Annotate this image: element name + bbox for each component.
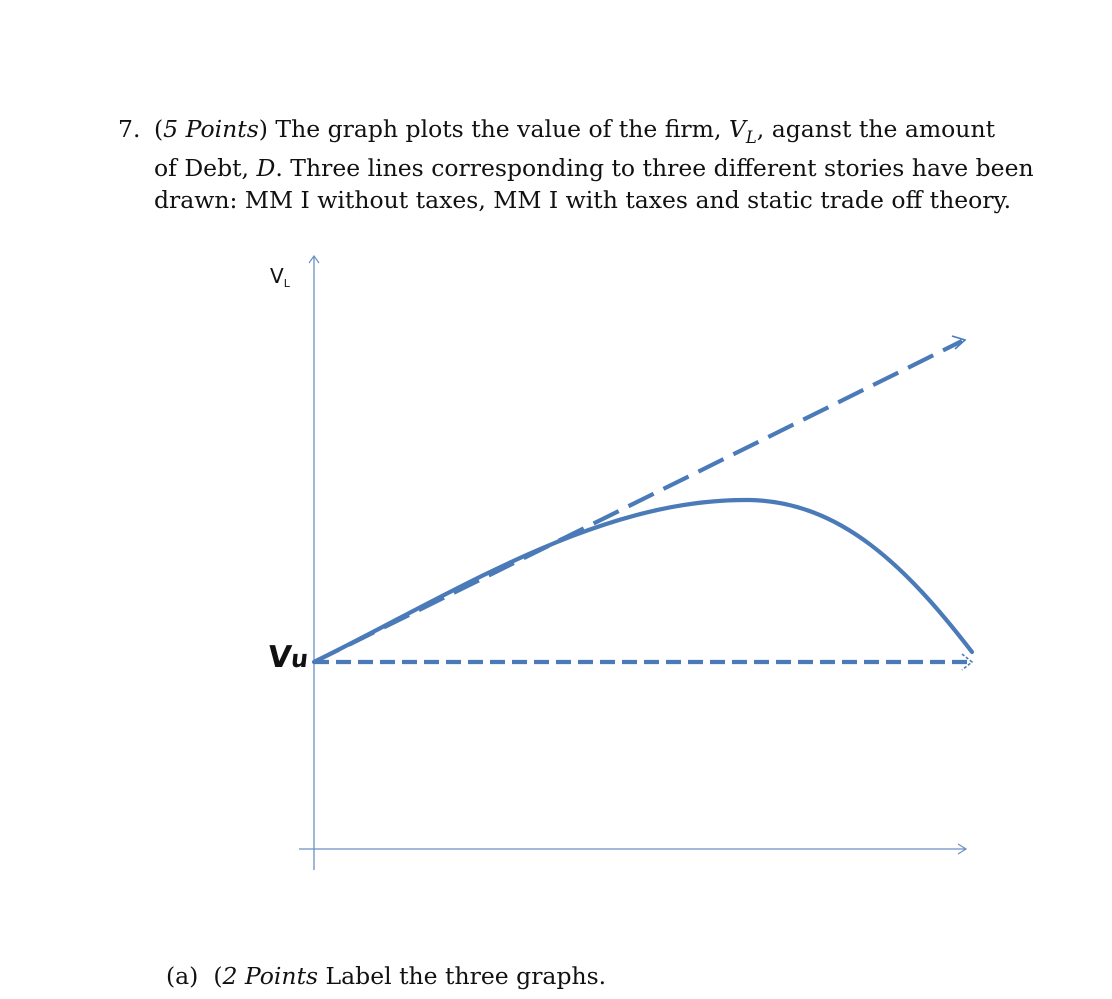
- intercept-label: Vu: [266, 640, 310, 675]
- y-axis-label: $V_L$: [270, 264, 290, 290]
- var-d: D: [256, 154, 276, 183]
- subquestion-points: 2 Points: [222, 962, 319, 990]
- series-curve-solid: [314, 500, 972, 662]
- problem-number: 7.: [118, 115, 141, 143]
- subquestion-a: (a) (2 Points Label the three graphs.: [166, 962, 607, 990]
- subquestion-label: (a): [166, 962, 199, 990]
- subquestion-text: Label the three graphs.: [318, 962, 607, 990]
- var-v: V: [728, 115, 746, 143]
- problem-line-2: of Debt, D. Three lines corresponding to three different stories have been: [154, 154, 1034, 183]
- problem-line-3: drawn: MM I without taxes, MM I with taxes and static trade off theory.: [154, 185, 1012, 214]
- axes: [299, 256, 966, 870]
- problem-line-1: (5 Points) The graph plots the value of the firm, $V_L$, aganst the amount: [154, 115, 996, 147]
- var-v-sub: L: [745, 127, 757, 147]
- points-label: 5 Points: [163, 115, 259, 143]
